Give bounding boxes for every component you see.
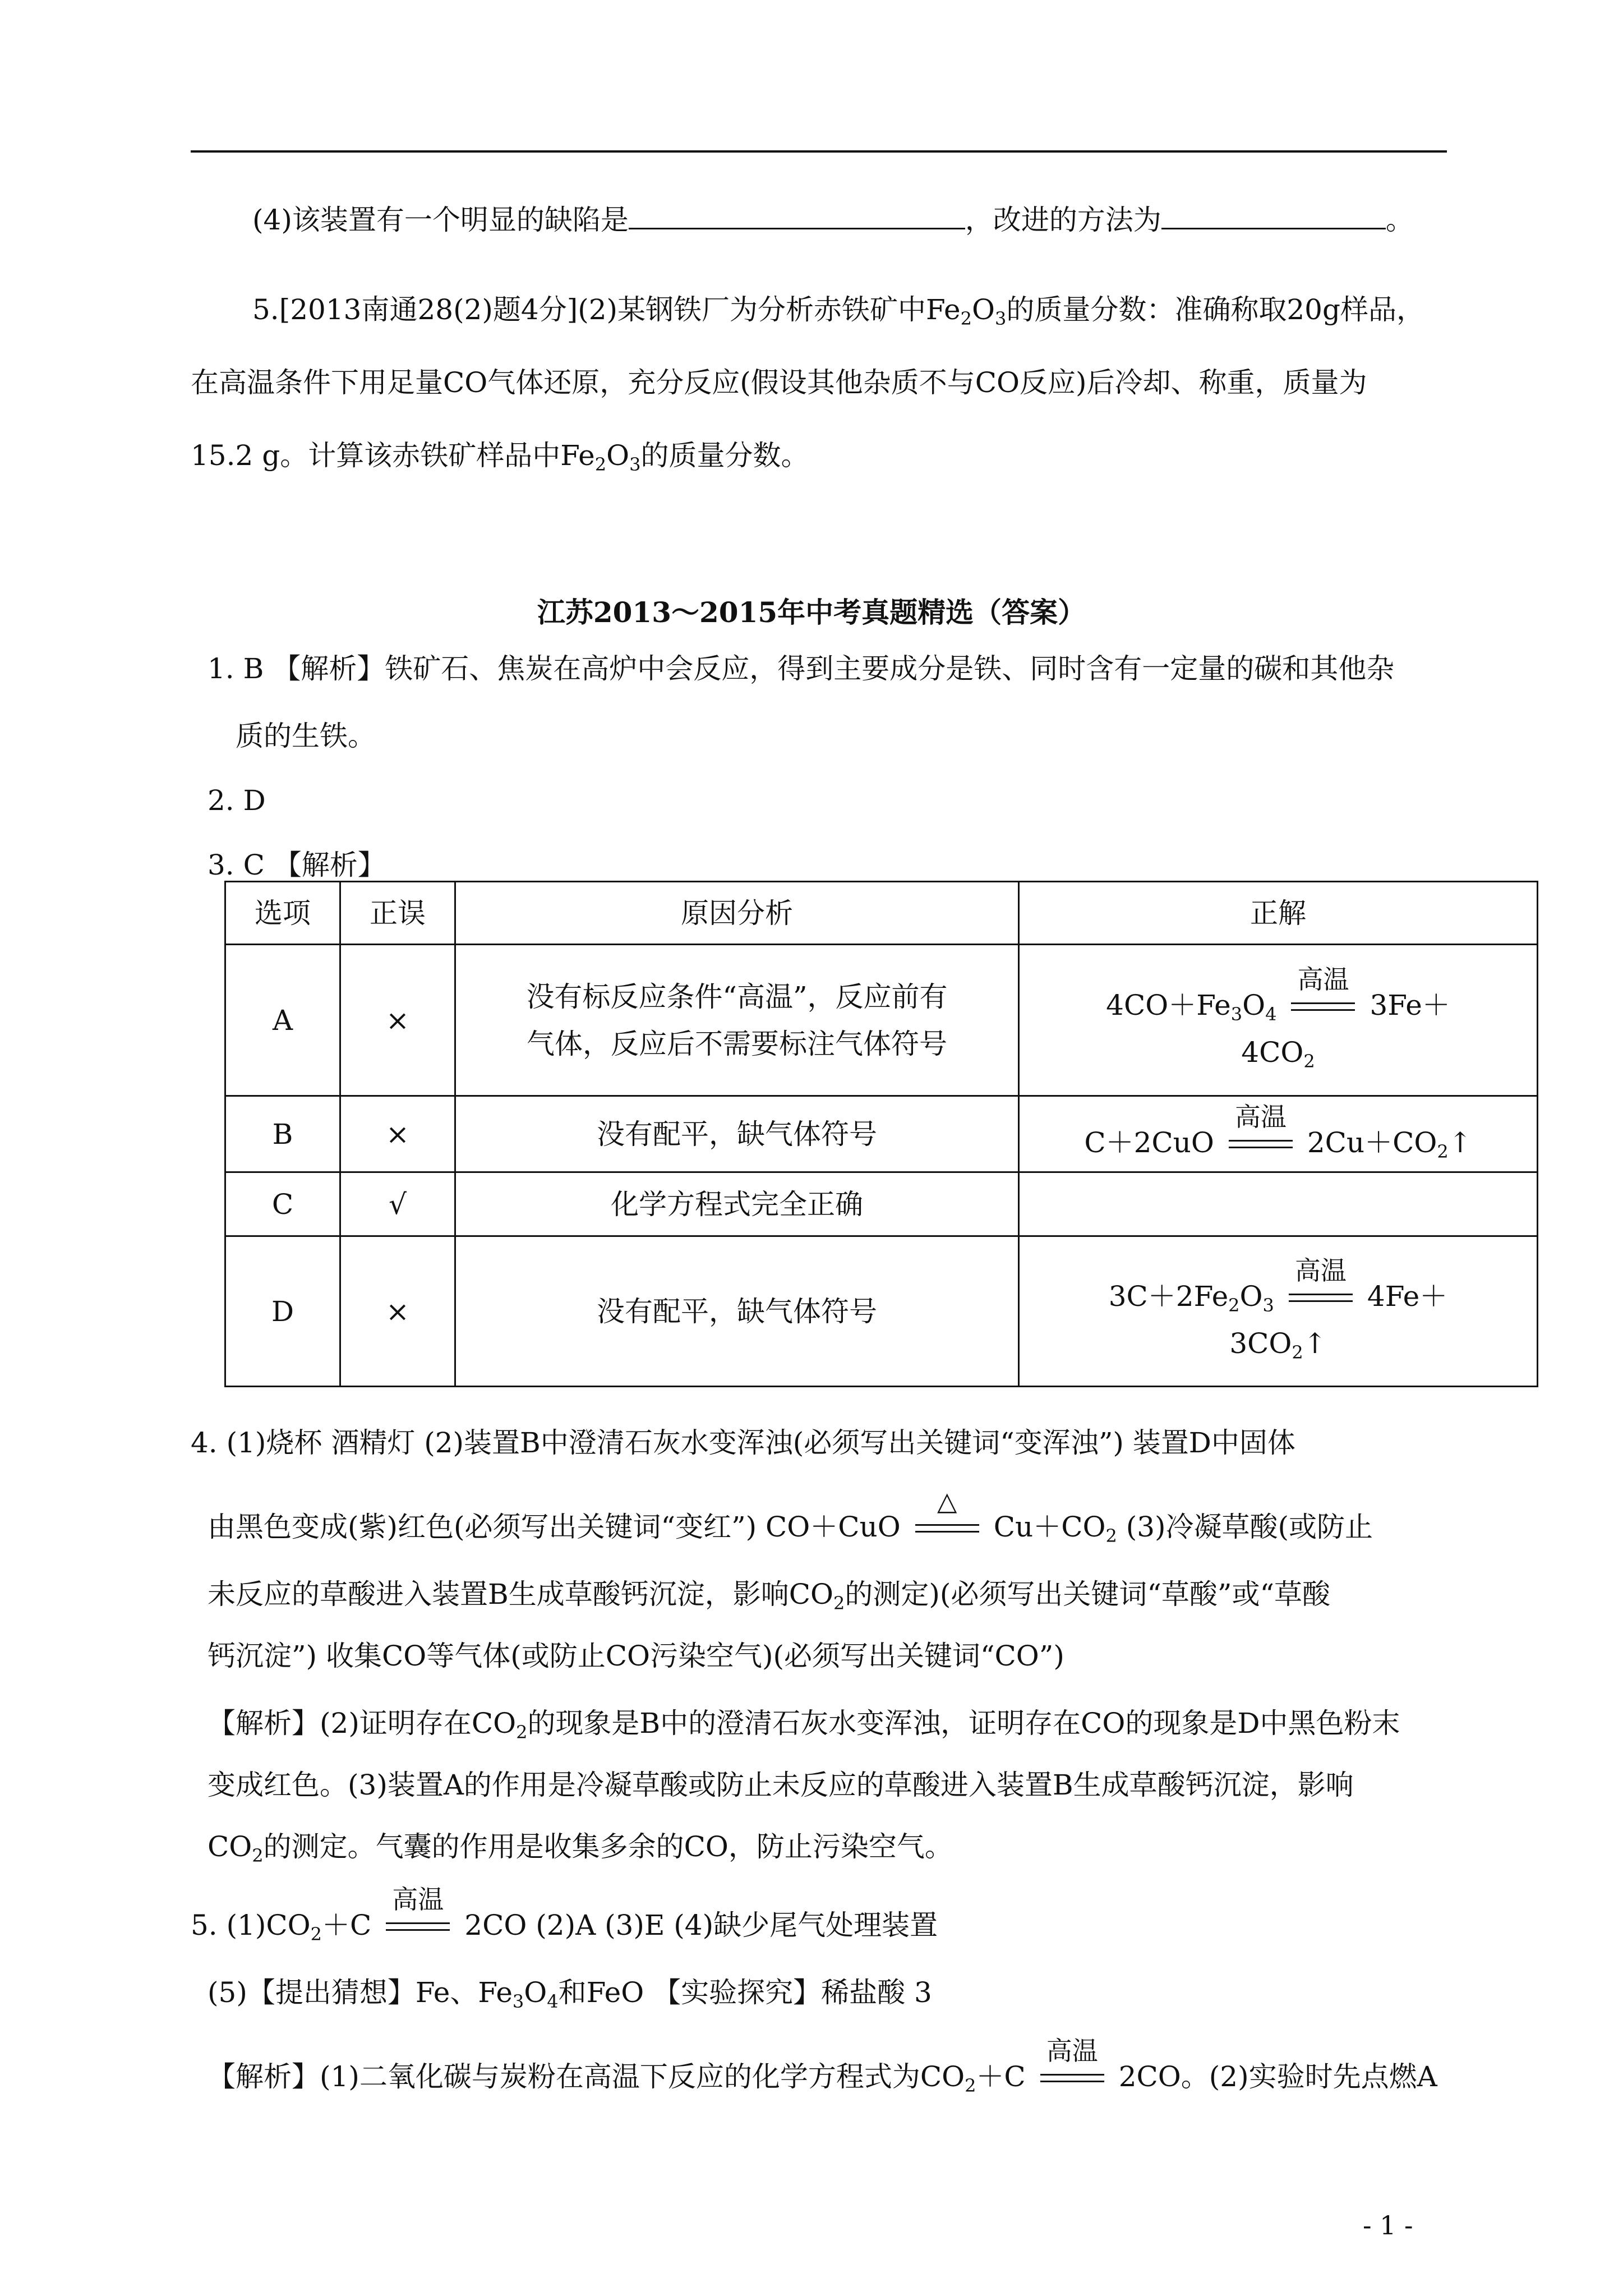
question-5-line-2: 在高温条件下用足量CO气体还原，充分反应(假设其他杂质不与CO反应)后冷却、称重，质量为 bbox=[191, 366, 1367, 399]
answer-2: 2. D bbox=[208, 784, 266, 817]
table-row: D × 没有配平，缺气体符号 $3C+2Fe_2O_3$ 高温 4Fe＋ $3CO_2↑$ bbox=[225, 1236, 1538, 1387]
page-number: - 1 - bbox=[1363, 2210, 1413, 2240]
answers-heading: 江苏2013～2015年中考真题精选（答案） bbox=[537, 596, 1086, 629]
reaction-condition: 高温 bbox=[376, 1913, 460, 1941]
question-4-line: (4)该装置有一个明显的缺陷是 ，改进的方法为 。 bbox=[252, 204, 1414, 236]
answer-4-line-3: 未反应的草酸进入装置B生成草酸钙沉淀，影响$CO_2$的测定)(必须写出关键词“草酸”或“草酸 bbox=[208, 1578, 1331, 1614]
answer-4-analysis-line-3: $CO_2$的测定。气囊的作用是收集多余的CO，防止污染空气。 bbox=[208, 1830, 953, 1866]
header-reason: 原因分析 bbox=[455, 882, 1019, 945]
reaction-condition: 高温 bbox=[1030, 2065, 1114, 2093]
answer-blank-defect[interactable] bbox=[629, 203, 965, 229]
answer-5-line-1: 5. $(1)CO_2+C$ 高温 2CO (2)A (3)E (4)缺少尾气处理装置 bbox=[191, 1884, 938, 1945]
answer-5-line-2: (5)【提出猜想】Fe、$Fe_3O_4$和FeO 【实验探究】稀盐酸 3 bbox=[208, 1976, 932, 2012]
reaction-condition: 高温 bbox=[1281, 993, 1365, 1022]
question-5-line-3: 15.2 g。计算该赤铁矿样品中$Fe_2O_3$的质量分数。 bbox=[191, 439, 809, 475]
header-option: 选项 bbox=[225, 882, 340, 945]
header-correctness: 正误 bbox=[340, 882, 455, 945]
answer-4-analysis-line-2: 变成红色。(3)装置A的作用是冷凝草酸或防止未反应的草酸进入装置B生成草酸钙沉淀，影响 bbox=[208, 1769, 1354, 1801]
answer-4-line-1: 4. (1)烧杯 酒精灯 (2)装置B中澄清石灰水变浑浊(必须写出关键词“变浑浊”) 装置D中固体 bbox=[191, 1427, 1295, 1459]
table-row: A × 没有标反应条件“高温”，反应前有 气体，反应后不需要标注气体符号 $4CO+Fe_3O_4$ 高温 3Fe＋ $4CO_2$ bbox=[225, 945, 1538, 1096]
table-row: C √ 化学方程式完全正确 bbox=[225, 1172, 1538, 1236]
answer-4-line-4: 钙沉淀”) 收集CO等气体(或防止CO污染空气)(必须写出关键词“CO”) bbox=[208, 1640, 1064, 1672]
analysis-table bbox=[224, 881, 1538, 1387]
header-correction: 正解 bbox=[1019, 882, 1538, 945]
reaction-condition: 高温 bbox=[1279, 1285, 1363, 1313]
header-rule bbox=[191, 150, 1447, 153]
table-row: B × 没有配平，缺气体符号 C＋2CuO 高温 $2Cu+CO_2↑$ bbox=[225, 1096, 1538, 1172]
answer-3: 3. C 【解析】 bbox=[208, 849, 386, 881]
answer-5-analysis-line: 【解析】(1)二氧化碳与炭粉在高温下反应的化学方程式为$CO_2+C$ 高温 2CO。(2)实验时先点燃A bbox=[208, 2036, 1437, 2096]
question-5-line-1: 5.[2013南通28(2)题4分](2)某钢铁厂为分析赤铁矿中$Fe_2O_3$的质量分数：准确称取20g样品， bbox=[252, 293, 1424, 329]
table-header-row bbox=[225, 882, 1538, 945]
answer-4-analysis-line-1: 【解析】(2)证明存在$CO_2$的现象是B中的澄清石灰水变浑浊，证明存在CO的现象是D中黑色粉末 bbox=[208, 1707, 1400, 1743]
reaction-condition: 高温 bbox=[1219, 1131, 1303, 1159]
answer-4-line-2: 由黑色变成(紫)红色(必须写出关键词“变红”) CO＋CuO △ $Cu+CO_2$ (3)冷凝草酸(或防止 bbox=[208, 1486, 1373, 1547]
answer-1-line-2: 质的生铁。 bbox=[236, 720, 376, 752]
answer-1-line-1: 1. B 【解析】铁矿石、焦炭在高炉中会反应，得到主要成分是铁、同时含有一定量的碳和其他杂 bbox=[208, 652, 1395, 685]
answer-blank-improvement[interactable] bbox=[1161, 203, 1386, 229]
heat-condition: △ bbox=[905, 1515, 989, 1543]
